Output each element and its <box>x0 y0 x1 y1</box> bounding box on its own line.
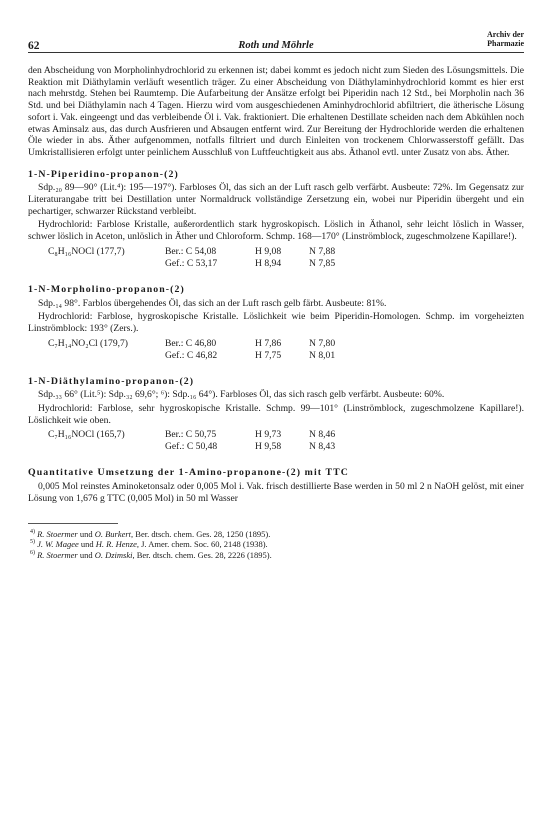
paper-page <box>28 30 524 560</box>
footnote <box>28 550 524 561</box>
analysis-ber-h: H 9,08 <box>255 245 282 257</box>
analysis-gef-c: Gef.: C 50,48 <box>165 441 218 453</box>
running-title: Roth und Möhrle <box>238 40 314 51</box>
footnote-number: 5) <box>30 539 35 546</box>
footnote-author: R. Stoermer <box>37 528 78 539</box>
section-heading: 1-N-Piperidino-propanon-(2) <box>28 168 179 180</box>
analysis-ber-n: N 7,80 <box>309 337 336 349</box>
footnote-number: 6) <box>30 549 35 556</box>
footnote <box>28 529 524 540</box>
analysis-gef-c: Gef.: C 46,82 <box>165 349 218 361</box>
section-paragraph: Hydrochlorid: Farblose Kristalle, außerordentlich stark hygroskopisch. Löslich in Äthanol, sehr leicht löslich in Wasser, schwer löslich in Aceton, unlöslich in Äther und Chloroform. Schmp. 168—170° (Linströmblock, zugeschmolzene Kapillare!). <box>28 219 524 243</box>
footnote-author: R. Stoermer <box>37 549 78 560</box>
section-heading: 1-N-Morpholino-propanon-(2) <box>28 283 185 295</box>
elemental-analysis <box>28 338 524 366</box>
footnote-text: , Ber. dtsch. chem. Ges. 28, 1250 (1895). <box>131 528 271 539</box>
analysis-ber-n: N 8,46 <box>309 429 336 441</box>
analysis-ber-n: N 7,88 <box>309 245 336 257</box>
section-paragraph: Hydrochlorid: Farblose, hygroskopische Kristalle. Löslichkeit wie beim Piperidin-Homologen. Schmp. im vorgeheizten Linströmblock: 193° (Zers.). <box>28 311 524 334</box>
analysis-gef-h: H 9,58 <box>255 441 282 453</box>
intro-paragraph: den Abscheidung von Morpholinhydrochlorid zu erkennen ist; dabei kommt es jedoch nicht zum Sieden des Lösungsmittels. Die Reaktion mit Diäthylamin verläuft wesentlich träger. Zu einer Abscheidung von Diäthylaminhydrochlorid kommt es hier erst nach mehrstdg. Stehen bei Raumtemp. Die Aufarbeitung der Ansätze erfolgt bei Piperidin nach 12 Std., bei Morpholin nach 36 Std. und bei Diäthylamin nach 4 Tagen. Hierzu wird vom ausgeschiedenen Aminhydrochlorid abfiltriert, die ätherische Lösung sofort i. Vak. eingeengt und das verbleibende Öl i. Vak. fraktioniert. Die erhaltenen Destillate scheiden nach dem Abkühlen noch etwas Aminsalz aus, das durch Ausfrieren und Absaugen entfernt wird. Zur Bereitung der Hydrochloride werden die erhaltenen Öle wieder in abs. Äther aufgenommen, notfalls filtriert und durch Einleiten von trockenem Chlorwasserstoff gefällt. Das Umkristallisieren erfolgt unter peinlichem Ausschluß von Luftfeuchtigkeit aus abs. Äthanol evtl. unter Zusatz von abs. Äther. <box>28 65 524 158</box>
footnote-author: O. Burkert <box>94 528 132 539</box>
analysis-ber-c: Ber.: C 50,75 <box>165 429 217 441</box>
article-body <box>28 65 524 560</box>
analysis-ber-h: H 9,73 <box>255 429 282 441</box>
footnote-text: und <box>77 528 95 539</box>
page-header <box>28 30 524 53</box>
footnote-rule <box>28 523 118 524</box>
section-paragraph: Hydrochlorid: Farblose, sehr hygroskopische Kristalle. Schmp. 99—101° (Linströmblock, zugeschmolzene Kapillare!). Löslichkeit wie oben. <box>28 403 524 426</box>
footnote-author: H. R. Henze <box>95 539 137 550</box>
journal-line: Archiv der <box>487 30 524 39</box>
section-heading: 1-N-Diäthylamino-propanon-(2) <box>28 375 195 387</box>
analysis-ber-h: H 7,86 <box>255 337 282 349</box>
footnote-number: 4) <box>30 528 35 535</box>
analysis-gef-h: H 8,94 <box>255 257 282 269</box>
footnote-author: J. W. Magee <box>37 539 79 550</box>
section-heading: Quantitative Umsetzung der 1-Amino-propanone-(2) mit TTC <box>28 467 349 479</box>
analysis-gef-h: H 7,75 <box>255 349 282 361</box>
formula: C₈H₁₆NOCl (177,7) <box>48 245 125 257</box>
formula: C₇H₁₄NO₂Cl (179,7) <box>48 337 129 349</box>
analysis-gef-n: N 8,01 <box>309 349 336 361</box>
section-paragraph: Sdp.₂₀ 89—90° (Lit.⁴): 195—197°). Farbloses Öl, das sich an der Luft rasch gelb verfärbt. Ausbeute: 72%. Im Gegensatz zur Literaturangabe tritt bei Destillation unter Normaldruck vollständige Zersetzung ein, wobei nur Piperidin übergeht und ein pechartiger, schwarzer Rückstand verbleibt. <box>28 182 524 217</box>
analysis-gef-n: N 7,85 <box>309 257 336 269</box>
analysis-gef-n: N 8,43 <box>309 441 336 453</box>
section-paragraph: Sdp.₁₄ 98°. Farblos übergehendes Öl, das sich an der Luft rasch gelb färbt. Ausbeute: 81%. <box>38 297 387 309</box>
footnote-author: O. Dzimski <box>94 549 133 560</box>
footnote-text: , Ber. dtsch. chem. Ges. 28, 2226 (1895). <box>132 549 272 560</box>
section-paragraph: Sdp.₃₃ 66° (Lit.⁵): Sdp.₃₂ 69,6°; ⁶): Sdp.₁₆ 64°). Farbloses Öl, das sich rasch gelb verfärbt. Ausbeute: 60%. <box>38 389 445 401</box>
journal-name <box>487 30 524 48</box>
journal-line: Pharmazie <box>487 39 524 48</box>
formula: C₇H₁₆NOCl (165,7) <box>48 429 125 441</box>
section-paragraph: 0,005 Mol reinstes Aminoketonsalz oder 0,005 Mol i. Vak. frisch destillierte Base werden in 50 ml 2 n NaOH gelöst, mit einer Lösung von 1,676 g TTC (0,005 Mol) in 50 ml Wasser <box>28 481 524 504</box>
analysis-gef-c: Gef.: C 53,17 <box>165 257 218 269</box>
page-number: 62 <box>28 40 40 52</box>
analysis-ber-c: Ber.: C 54,08 <box>165 245 217 257</box>
footnote <box>28 539 524 550</box>
footnote-text: , J. Amer. chem. Soc. 60, 2148 (1938). <box>136 539 268 550</box>
footnote-text: und <box>78 539 96 550</box>
elemental-analysis <box>28 429 524 457</box>
analysis-ber-c: Ber.: C 46,80 <box>165 337 217 349</box>
footnote-text: und <box>77 549 95 560</box>
elemental-analysis <box>28 246 524 274</box>
